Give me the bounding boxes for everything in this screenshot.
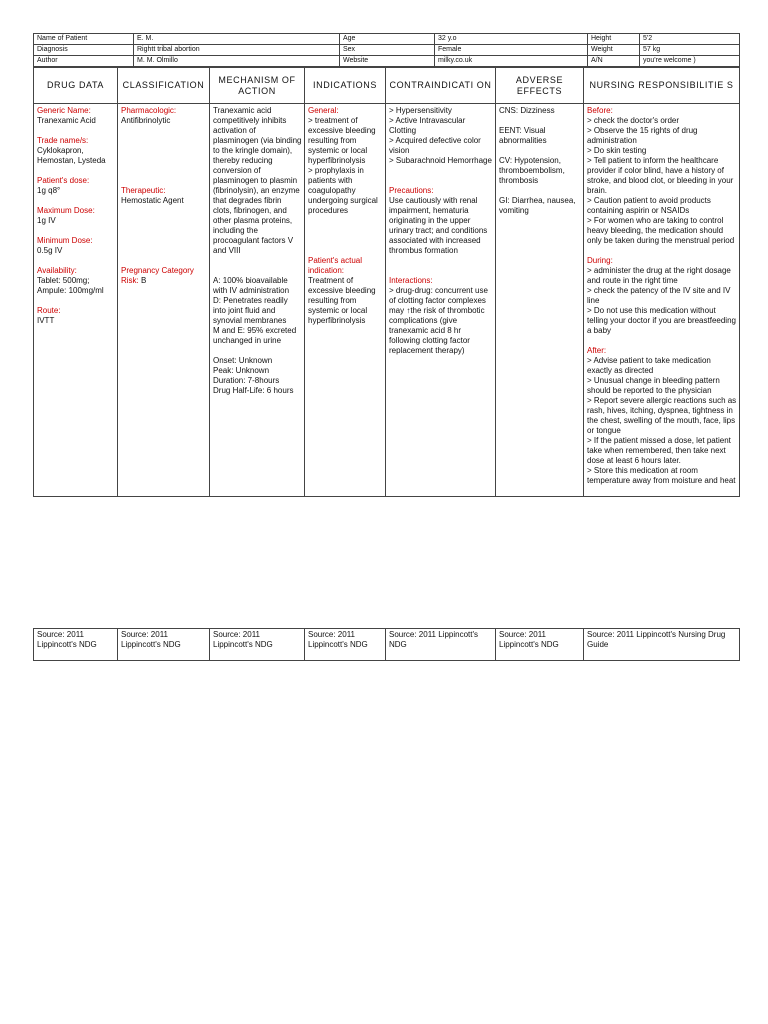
half-life: Drug Half-Life: 6 hours [213,386,294,395]
actual-indication-label: Patient's actual indication: [308,256,363,275]
pk-distribution: D: Penetrates readily into joint fluid and synovial membranes [213,296,288,325]
header-indications: INDICATIONS [305,68,386,104]
nursing-item: > administer the drug at the right dosage and route in the right time [587,266,731,285]
source-cell: Source: 2011 Lippincott's Nursing Drug Guide [584,629,740,661]
adverse-cns: CNS: Dizziness [499,106,555,115]
after-label: After: [587,346,607,355]
contraindication-item: > Acquired defective color vision [389,136,481,155]
info-value: Rightt tribal abortion [134,45,340,56]
route-label: Route: [37,306,61,315]
info-label: Diagnosis [34,45,134,56]
source-cell: Source: 2011 Lippincott's NDG [386,629,496,661]
nursing-item: > Report severe allergic reactions such as rash, hives, itching, dyspnea, tightness in the chest, swelling of the mouth, face, lips or tongue [587,396,737,435]
contraindications-cell [386,104,496,497]
info-label: Name of Patient [34,34,134,45]
min-dose-value: 0.5g IV [37,246,63,255]
sources-table [33,628,740,661]
patient-info-table [33,33,740,67]
source-cell: Source: 2011 Lippincott's NDG [210,629,305,661]
header-mechanism: MECHANISM OF ACTION [210,68,305,104]
info-value: E. M. [134,34,340,45]
trade-name-value: Cyklokapron, Hemostan, Lysteda [37,146,106,165]
contraindication-item: > Hypersensitivity [389,106,452,115]
header-adverse-effects: ADVERSE EFFECTS [496,68,584,104]
info-row [34,34,740,45]
nursing-item: > Store this medication at room temperature away from moisture and heat [587,466,736,485]
nursing-item: > Unusual change in bleeding pattern should be reported to the physician [587,376,720,395]
during-label: During: [587,256,613,265]
drug-study-sheet [33,33,739,497]
source-cell: Source: 2011 Lippincott's NDG [496,629,584,661]
max-dose-label: Maximum Dose: [37,206,95,215]
nursing-item: > For women who are taking to control heavy bleeding, the medication should only be taken during the menstrual period [587,216,735,245]
nursing-item: > Caution patient to avoid products containing aspirin or NSAIDs [587,196,711,215]
nursing-item: > check the doctor's order [587,116,680,125]
peak: Peak: Unknown [213,366,270,375]
min-dose-label: Minimum Dose: [37,236,93,245]
nursing-item: > Tell patient to inform the healthcare provider if color blind, have a history of stroke, and blood clot, or bleeding in your brain. [587,156,734,195]
contraindication-item: > Subarachnoid Hemorrhage [389,156,492,165]
info-label: Height [588,34,640,45]
precautions-value: Use cautiously with renal impairment, hematuria originating in the upper urinary tract; and conditions associated with increased thrombus formation [389,196,488,255]
nursing-item: > Advise patient to take medication exactly as directed [587,356,711,375]
info-label: A/N [588,56,640,67]
nursing-item: > Do not use this medication without telling your doctor if you are breastfeeding a baby [587,306,736,335]
precautions-label: Precautions: [389,186,434,195]
generic-name-value: Tranexamic Acid [37,116,96,125]
actual-indication-value: Treatment of excessive bleeding resulting from systemic or local hyperfibrinolysis [308,276,376,325]
nursing-item: > Observe the 15 rights of drug administration [587,126,698,145]
info-value: milky.co.uk [435,56,588,67]
trade-name-label: Trade name/s: [37,136,89,145]
info-row [34,45,740,56]
therapeutic-label: Therapeutic: [121,186,166,195]
info-value: 5'2 [640,34,740,45]
source-cell: Source: 2011 Lippincott's NDG [118,629,210,661]
duration: Duration: 7-8hours [213,376,280,385]
patient-dose-label: Patient's dose: [37,176,90,185]
adverse-eent: EENT: Visual abnormalities [499,126,547,145]
pregnancy-category-label: Pregnancy Category Risk: [121,266,194,285]
header-nursing: NURSING RESPONSIBILITIE S [584,68,740,104]
adverse-effects-cell [496,104,584,497]
generic-name-label: Generic Name: [37,106,91,115]
availability-value: Tablet: 500mg; Ampule: 100mg/ml [37,276,104,295]
header-drug-data: DRUG DATA [34,68,118,104]
adverse-cv: CV: Hypotension, thromboembolism, thrombosis [499,156,565,185]
max-dose-value: 1g IV [37,216,56,225]
availability-label: Availability: [37,266,77,275]
nursing-item: > If the patient missed a dose, let patient take when remembered, then take next dose at least 6 hours later. [587,436,731,465]
info-label: Website [340,56,435,67]
nursing-item: > check the patency of the IV site and IV line [587,286,731,305]
drug-data-cell [34,104,118,497]
info-label: Author [34,56,134,67]
content-row [34,104,740,497]
info-value: 57 kg [640,45,740,56]
pk-absorption: A: 100% bioavailable with IV administration [213,276,290,295]
source-cell: Source: 2011 Lippincott's NDG [34,629,118,661]
info-value: you're welcome ) [640,56,740,67]
therapeutic-value: Hemostatic Agent [121,196,184,205]
pk-metabolism-excretion: M and E: 95% excreted unchanged in urine [213,326,297,345]
info-value: 32 y.o [435,34,588,45]
pharmacologic-label: Pharmacologic: [121,106,177,115]
nursing-cell [584,104,740,497]
route-value: IVTT [37,316,55,325]
patient-dose-value: 1g q8° [37,186,61,195]
header-classification: CLASSIFICATION [118,68,210,104]
source-cell: Source: 2011 Lippincott's NDG [305,629,386,661]
general-indication-2: > prophylaxis in patients with coagulopathy undergoing surgical procedures [308,166,378,215]
nursing-item: > Do skin testing [587,146,647,155]
info-label: Age [340,34,435,45]
info-value: M. M. Olmillo [134,56,340,67]
sources-row [34,629,740,661]
classification-cell [118,104,210,497]
pregnancy-category-value: B [141,276,147,285]
onset: Onset: Unknown [213,356,273,365]
info-label: Weight [588,45,640,56]
before-label: Before: [587,106,613,115]
adverse-gi: GI: Diarrhea, nausea, vomiting [499,196,576,215]
mechanism-text: Tranexamic acid competitively inhibits activation of plasminogen (via binding to the kringle domain), thereby reducing conversion of plasminogen to plasmin (fibrinolysin), an enzyme that degrades fibrin clots, fibrinogen, and other plasma proteins, including the procoagulant factors V and VIII [213,106,302,255]
drug-study-table [33,67,740,497]
contraindication-item: > Active Intravascular Clotting [389,116,466,135]
general-indication-1: > treatment of excessive bleeding resulting from systemic or local hyperfibrinolysis [308,116,376,165]
info-label: Sex [340,45,435,56]
header-row [34,68,740,104]
interactions-value: > drug-drug: concurrent use of clotting factor complexes may ↑the risk of thrombotic complications (give tranexamic acid 8 hr following clotting factor replacement therapy) [389,286,488,355]
header-contraindications: CONTRAINDICATI ON [386,68,496,104]
info-row [34,56,740,67]
indications-cell [305,104,386,497]
info-value: Female [435,45,588,56]
interactions-label: Interactions: [389,276,433,285]
general-indication-label: General: [308,106,339,115]
mechanism-cell [210,104,305,497]
pharmacologic-value: Antifibrinolytic [121,116,171,125]
